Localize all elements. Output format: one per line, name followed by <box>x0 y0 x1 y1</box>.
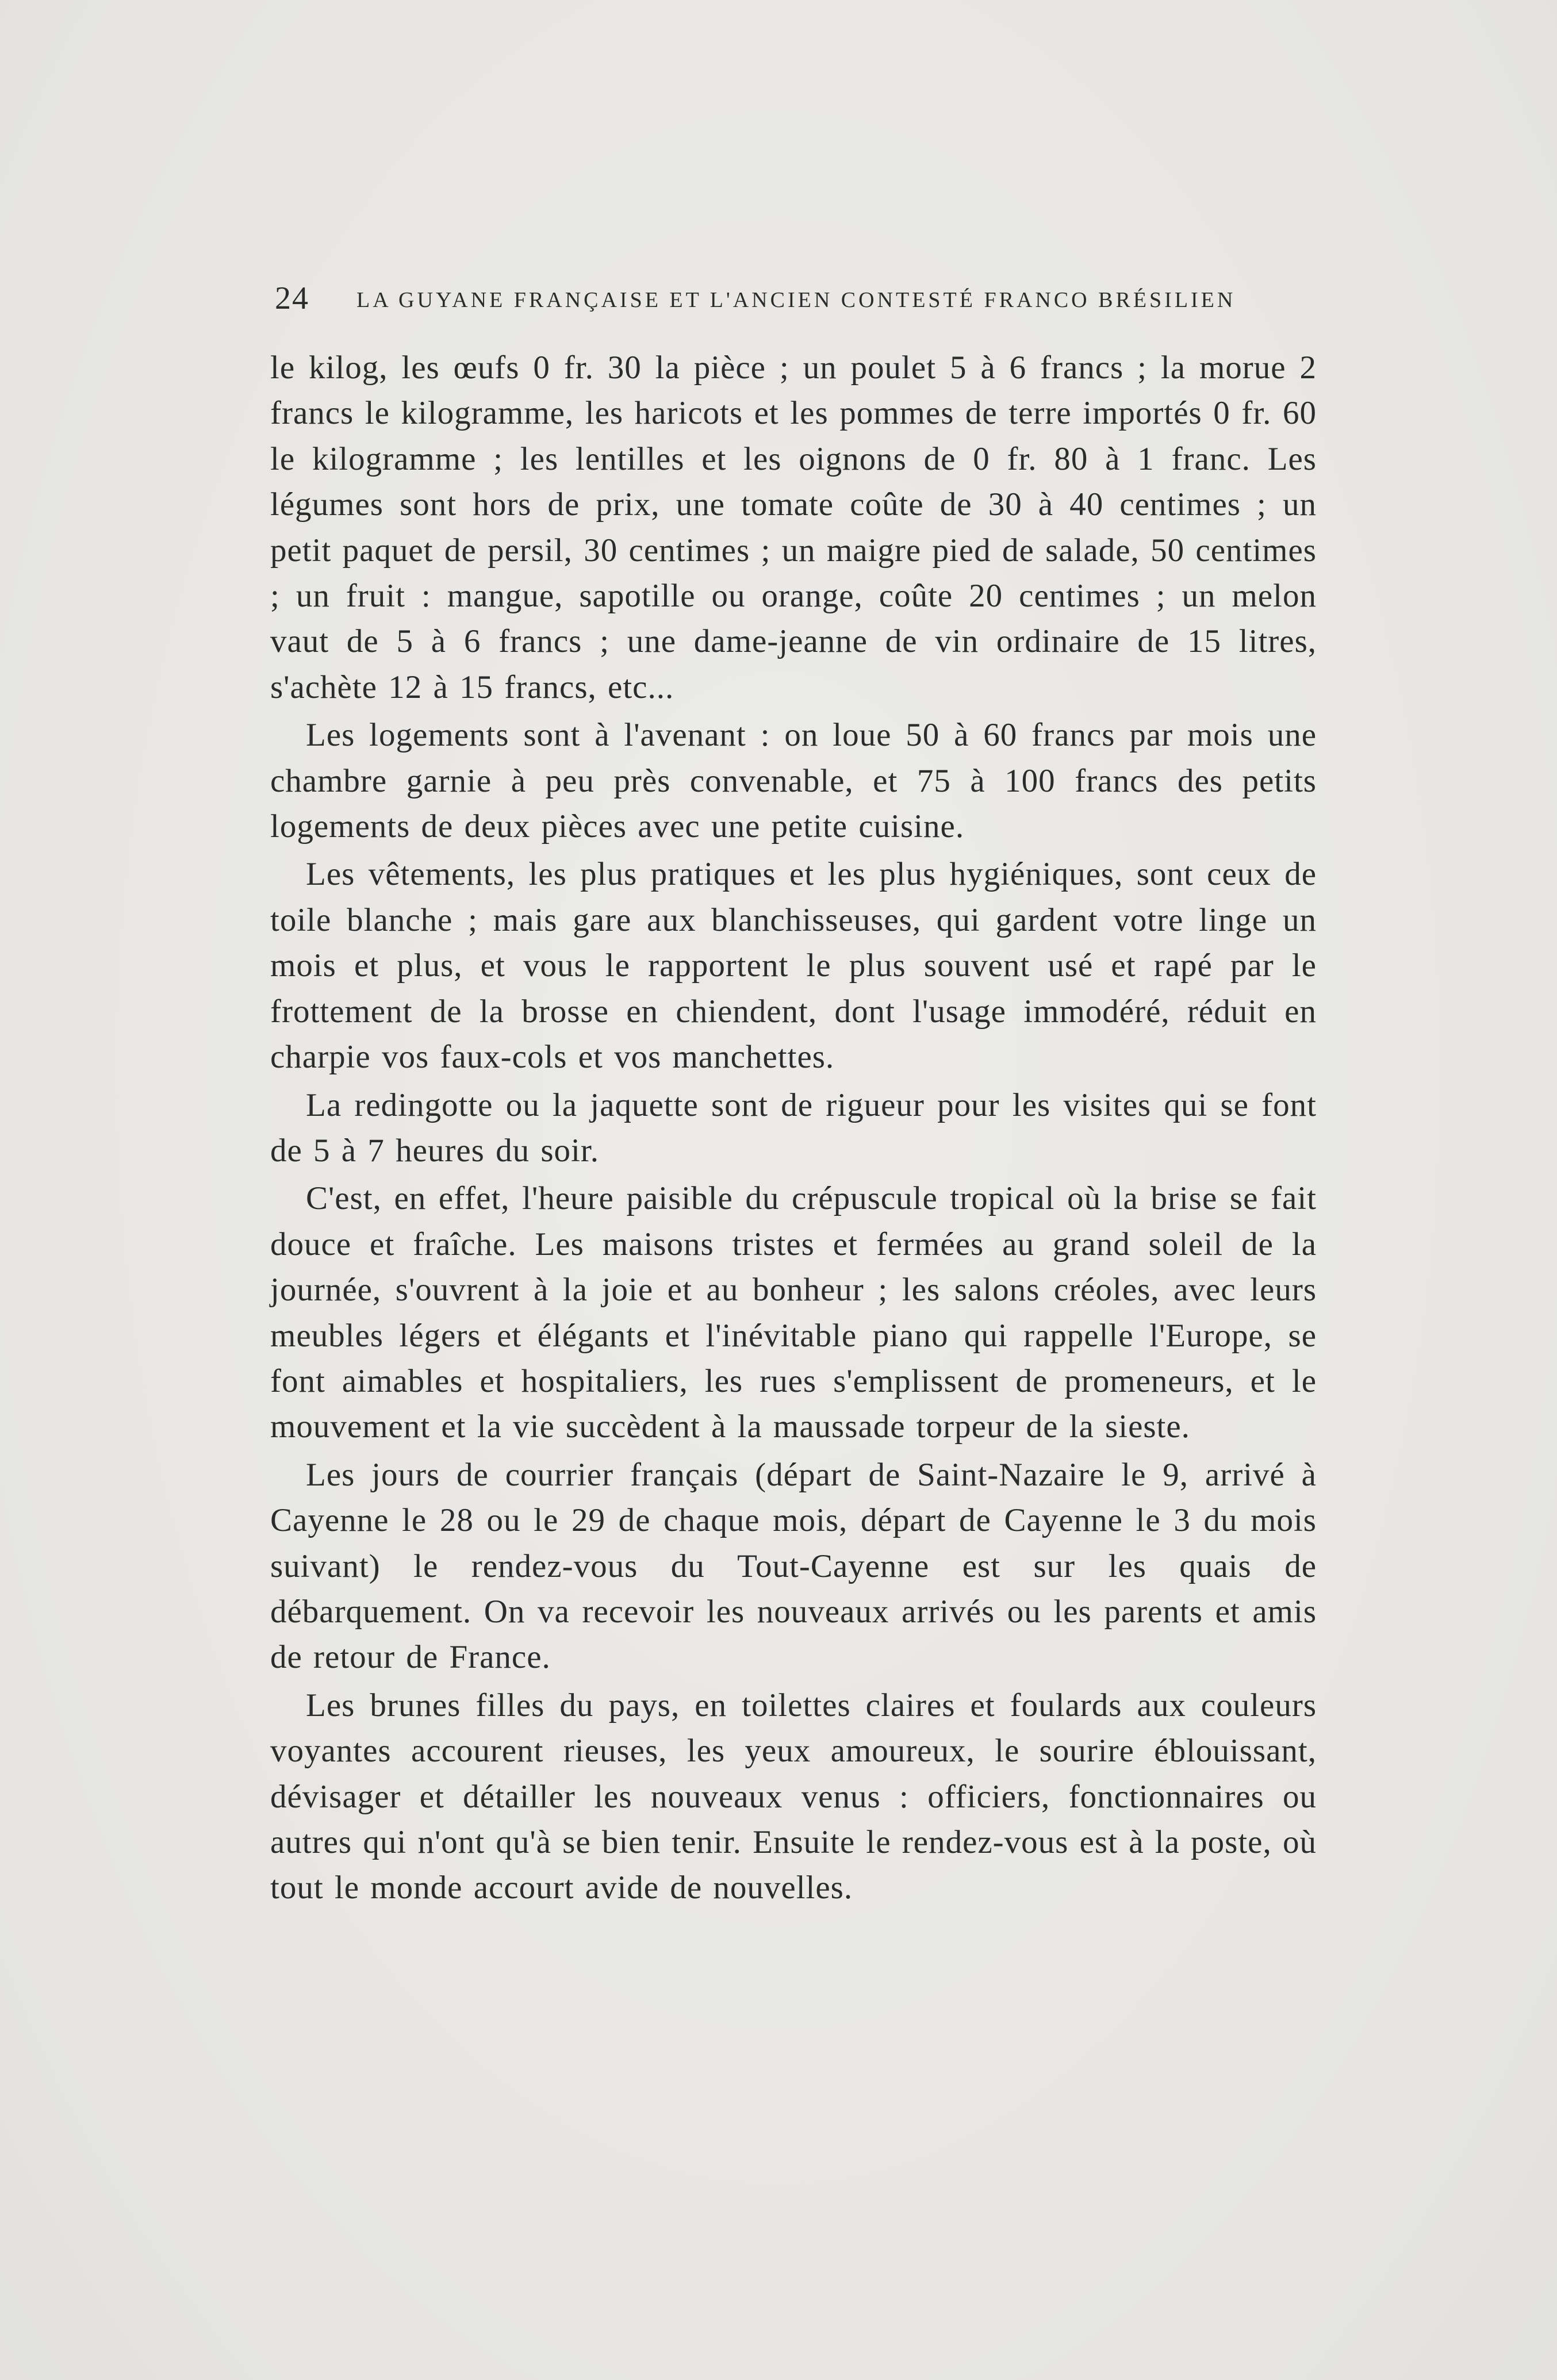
page-header <box>270 278 1317 318</box>
paragraph-clothing: Les vêtements, les plus pratiques et les plus hygiéniques, sont ceux de toile blanche ; mais gare aux blanchisseuses, qui gardent votre linge un mois et plus, et vous le rapportent le plus souvent usé et rapé par le frottement de la brosse en chiendent, dont l'usage immodéré, réduit en charpie vos faux-cols et vos manchettes. <box>270 856 1317 1076</box>
paragraph-lodging: Les logements sont à l'avenant : on loue 50 à 60 francs par mois une chambre garnie à peu près convenable, et 75 à 100 francs des petits logements de deux pièces avec une petite cuisine. <box>270 717 1317 845</box>
paragraph-visits: La redingotte ou la jaquette sont de rigueur pour les visites qui se font de 5 à 7 heures du soir. <box>270 1087 1317 1169</box>
page-number: 24 <box>275 281 309 316</box>
running-title: LA GUYANE FRANÇAISE ET L'ANCIEN CONTESTÉ FRANCO BRÉSILIEN <box>356 288 1236 312</box>
body-text <box>270 345 1317 1913</box>
paragraph-arrivals: Les brunes filles du pays, en toilettes claires et foulards aux couleurs voyantes accourent rieuses, les yeux amoureux, le sourire éblouissant, dévisager et détailler les nouveaux venus : officiers, fonctionnaires ou autres qui n'ont qu'à se bien tenir. Ensuite le rendez-vous est à la poste, où tout le monde accourt avide de nouvelles. <box>270 1687 1317 1906</box>
paragraph-prices: le kilog, les œufs 0 fr. 30 la pièce ; un poulet 5 à 6 francs ; la morue 2 francs le kilogramme, les haricots et les pommes de terre importés 0 fr. 60 le kilogramme ; les lentilles et les oignons de 0 fr. 80 à 1 franc. Les légumes sont hors de prix, une tomate coûte de 30 à 40 centimes ; un petit paquet de persil, 30 centimes ; un maigre pied de salade, 50 centimes ; un fruit : mangue, sapotille ou orange, coûte 20 centimes ; un melon vaut de 5 à 6 francs ; une dame-jeanne de vin ordinaire de 15 litres, s'achète 12 à 15 francs, etc... <box>270 350 1317 705</box>
paragraph-mail-days: Les jours de courrier français (départ de Saint-Nazaire le 9, arrivé à Cayenne le 28 ou le 29 de chaque mois, départ de Cayenne le 3 du mois suivant) le rendez-vous du Tout-Cayenne est sur les quais de débarquement. On va recevoir les nouveaux arrivés ou les parents et amis de retour de France. <box>270 1456 1317 1676</box>
paragraph-evening: C'est, en effet, l'heure paisible du crépuscule tropical où la brise se fait douce et fraîche. Les maisons tristes et fermées au grand soleil de la journée, s'ouvrent à la joie et au bonheur ; les salons créoles, avec leurs meubles légers et élégants et l'inévitable piano qui rappelle l'Europe, se font aimables et hospitaliers, les rues s'emplissent de promeneurs, et le mouvement et la vie succèdent à la maussade torpeur de la sieste. <box>270 1180 1317 1445</box>
